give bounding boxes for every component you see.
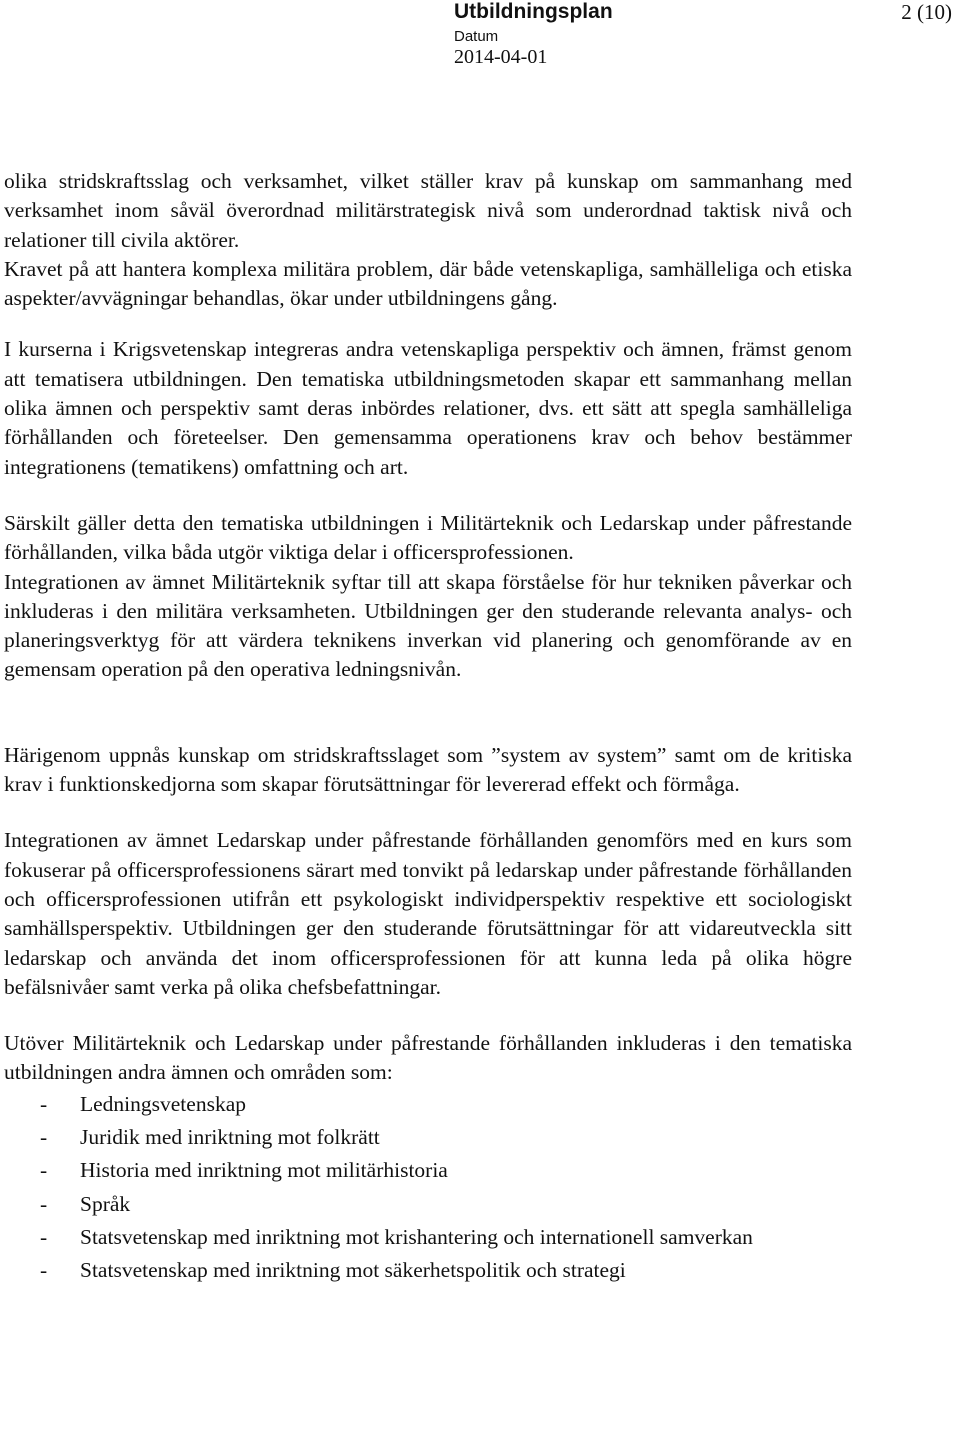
list-bullet: - [40,1224,48,1249]
list-item-label: Statsvetenskap med inriktning mot säkerhetspolitik och strategi [80,1258,626,1283]
paragraph: I kurserna i Krigsvetenskap integreras andra vetenskapliga perspektiv och ämnen, främst genom att tematisera utbildningen. Den tematiska utbildningsmetoden skapar ett sammanhang mellan olika ämnen och perspektiv samt deras inbördes relationer, dvs. ett sätt att spegla samhälleliga förhållanden och företeelser. Den gemensamma operationens krav och behov bestämmer integrationens (tematikens) omfattning och art. [4,337,852,479]
list-bullet: - [40,1158,48,1183]
document-title: Utbildningsplan [454,0,613,23]
list-item [4,1188,852,1221]
paragraph: Integrationen av ämnet Ledarskap under påfrestande förhållanden genomförs med en kurs som fokuserar på officersprofessionens särart med tonvikt på ledarskap under påfrestande förhållanden och officersprofessionen utifrån ett psykologiskt individperspektiv respektive ett sociologiskt samhällsperspektiv. Utbildningen ger den studerande förutsättningar för att vidareutveckla sitt ledarskap och använda det inom officersprofessionen för att kunna leda på olika högre befälsnivåer samt verka på olika chefsbefattningar. [4,828,852,999]
paragraph: Härigenom uppnås kunskap om stridskraftsslaget som ”system av system” samt om de kritiska krav i funktionskedjorna som skapar förutsättningar för levererad effekt och förmåga. [4,742,852,797]
list-bullet: - [40,1191,48,1216]
list-bullet: - [40,1258,48,1283]
paragraph: Kravet på att hantera komplexa militära problem, där både vetenskapliga, samhälleliga och etiska aspekter/avvägningar behandlas, ökar under utbildningens gång. [4,256,852,311]
list-item [4,1254,852,1287]
paragraph: Särskilt gäller detta den tematiska utbildningen i Militärteknik och Ledarskap under påfrestande förhållanden, vilka båda utgör viktiga delar i officersprofessionen. [4,510,852,565]
list-item [4,1221,852,1254]
list-item [4,1121,852,1154]
paragraph: Integrationen av ämnet Militärteknik syftar till att skapa förståelse för hur tekniken påverkar och inkluderas i den militära verksamheten. Utbildningen ger den studerande relevanta analys- och planeringsverktyg för att värdera teknikens inverkan vid planering och genomförande av en gemensam operation på den operativa ledningsnivån. [4,569,852,682]
list-item-label: Språk [80,1191,131,1216]
topic-list [4,1088,852,1288]
paragraph: olika stridskraftsslag och verksamhet, vilket ställer krav på kunskap om sammanhang med verksamhet inom såväl överordnad militärstrategisk nivå som underordnad taktisk nivå och relationer till civila aktörer. [4,169,852,252]
list-item [4,1154,852,1187]
date-value: 2014-04-01 [454,46,548,68]
list-item-label: Ledningsvetenskap [80,1091,246,1116]
list-item-label: Historia med inriktning mot militärhistoria [80,1158,448,1183]
list-item-label: Statsvetenskap med inriktning mot krishantering och internationell samverkan [80,1224,753,1249]
page-number: 2 (10) [901,0,952,24]
list-item-label: Juridik med inriktning mot folkrätt [80,1125,380,1150]
list-item [4,1088,852,1121]
document-body [4,167,852,1288]
date-label: Datum [454,28,499,45]
list-bullet: - [40,1091,48,1116]
paragraph: Utöver Militärteknik och Ledarskap under påfrestande förhållanden inkluderas i den tematiska utbildningen andra ämnen och områden som: [4,1031,852,1085]
list-bullet: - [40,1125,48,1150]
